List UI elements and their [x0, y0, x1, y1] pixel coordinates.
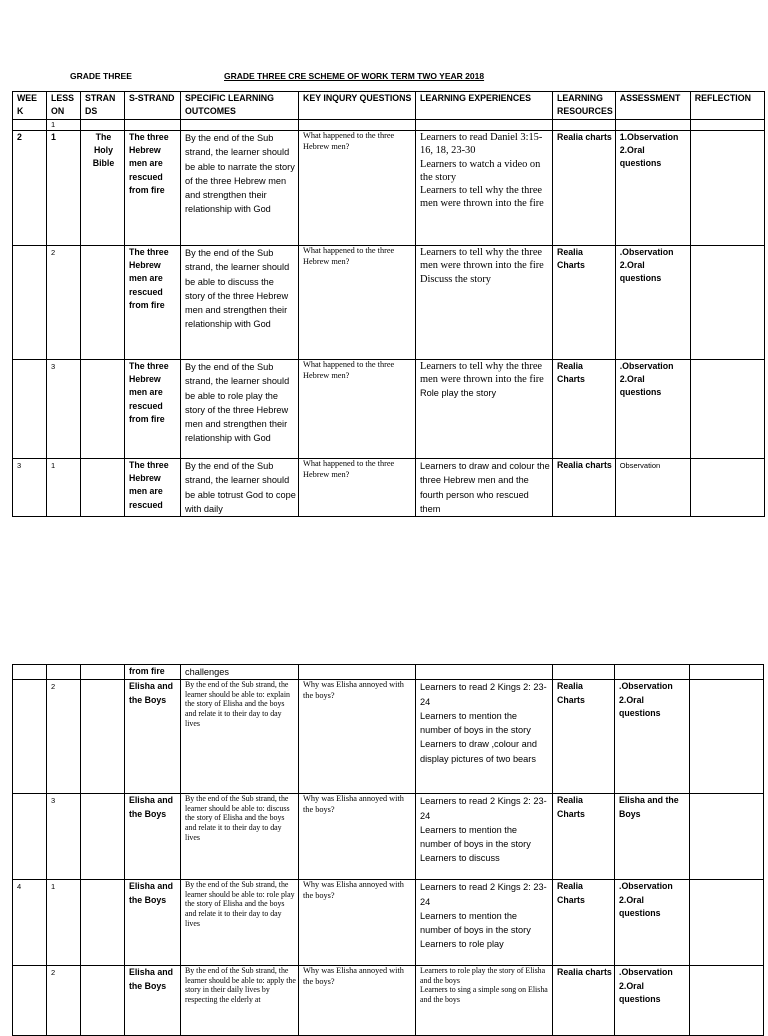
cell-outcome: By the end of the Sub strand, the learner should be able to discuss the story of the three Hebrew men and strengthen their relationship with God — [181, 246, 299, 360]
cell-sub-strand: Elisha and the Boys — [125, 880, 181, 966]
cell-resources: Realia Charts — [553, 880, 615, 966]
experience-text: Learners to tell why the three men were thrown into the fire Discuss the story — [420, 247, 544, 285]
subheader-empty-cell — [690, 120, 764, 131]
subheader-empty-cell — [181, 120, 299, 131]
header-assessment: ASSESSMENT — [615, 92, 690, 120]
cell-sub-strand: The three Hebrew men are rescued from fire — [125, 246, 181, 360]
cell-lesson: 1 — [47, 880, 81, 966]
cell-resources: Realia charts — [553, 131, 616, 246]
table-row — [13, 459, 765, 517]
cell-assessment — [615, 665, 690, 680]
table-row — [13, 131, 765, 246]
cell-lesson: 2 — [47, 246, 81, 360]
cell-lesson: 3 — [47, 360, 81, 459]
header-lesson: LESS ON — [47, 92, 81, 120]
experience-extra-text: Role play the story — [420, 387, 497, 398]
experience-text: Learners to tell why the three men were thrown into the fire — [420, 361, 544, 386]
cell-strand — [81, 131, 125, 246]
cell-sub-strand: The three Hebrew men are rescued from fire — [125, 360, 181, 459]
cell-week: 2 — [13, 131, 47, 246]
assessment-text: .Observation 2.Oral questions — [619, 247, 674, 284]
table-row — [13, 360, 765, 459]
cell-week — [13, 665, 47, 680]
cell-experience — [416, 131, 553, 246]
cell-reflection — [690, 665, 764, 680]
cell-assessment — [615, 131, 690, 246]
cell-strand — [81, 665, 125, 680]
header-learning-experiences: LEARNING EXPERIENCES — [416, 92, 553, 120]
cell-reflection — [690, 360, 764, 459]
table-row — [13, 880, 764, 966]
cell-resources: Realia Charts — [553, 794, 615, 880]
scheme-table-page2 — [12, 664, 764, 1036]
cell-resources: Realia Charts — [553, 680, 615, 794]
cell-question: Why was Elisha annoyed with the boys? — [299, 966, 416, 1036]
experience-text: Learners to role play the story of Elisha and the boys Learners to sing a simple song on Elisha and the boys — [420, 966, 548, 1005]
cell-reflection — [690, 246, 764, 360]
scheme-table-page1 — [12, 91, 765, 517]
cell-question: What happened to the three Hebrew men? — [299, 246, 416, 360]
cell-week: 4 — [13, 880, 47, 966]
cell-sub-strand: Elisha and the Boys — [125, 966, 181, 1036]
header-week: WEE K — [13, 92, 47, 120]
cell-week — [13, 360, 47, 459]
cell-strand — [81, 680, 125, 794]
table-row — [13, 246, 765, 360]
cell-outcome: By the end of the Sub strand, the learner should be able to: role play the story of Elisha and the boys and relate it to their day to day lives — [181, 880, 299, 966]
assessment-text: .Observation 2.Oral questions — [619, 361, 674, 398]
cell-lesson: 2 — [47, 680, 81, 794]
cell-assessment — [615, 880, 690, 966]
cell-resources — [553, 665, 615, 680]
subheader-empty-cell — [13, 120, 47, 131]
cell-question: What happened to the three Hebrew men? — [299, 131, 416, 246]
cell-resources: Realia Charts — [553, 360, 616, 459]
header-reflection: REFLECTION — [690, 92, 764, 120]
table-subheader-row — [13, 120, 765, 131]
cell-strand — [81, 880, 125, 966]
cell-strand — [81, 459, 125, 517]
cell-sub-strand: The three Hebrew men are rescued — [125, 459, 181, 517]
cell-experience — [416, 665, 553, 680]
cell-experience — [416, 966, 553, 1036]
table-header-row — [13, 92, 765, 120]
cell-question: Why was Elisha annoyed with the boys? — [299, 880, 416, 966]
cell-reflection — [690, 131, 764, 246]
cell-strand — [81, 966, 125, 1036]
cell-outcome: By the end of the Sub strand, the learner should be able to role play the story of the three Hebrew men and strengthen their relationship with God — [181, 360, 299, 459]
cell-experience — [416, 360, 553, 459]
subheader-lesson-number: 1 — [47, 120, 81, 131]
subheader-empty-cell — [615, 120, 690, 131]
cell-reflection — [690, 680, 764, 794]
cell-assessment — [615, 246, 690, 360]
cell-outcome: By the end of the Sub strand, the learner should be able to: apply the story in their daily lives by respecting the elderly at — [181, 966, 299, 1036]
cell-outcome: By the end of the Sub strand, the learner should be able to narrate the story of the three Hebrew men and strengthen their relationship with God — [181, 131, 299, 246]
header-learning-outcomes: SPECIFIC LEARNING OUTCOMES — [181, 92, 299, 120]
cell-strand — [81, 794, 125, 880]
table-row — [13, 680, 764, 794]
cell-lesson: 3 — [47, 794, 81, 880]
strand-text: The Holy Bible — [92, 132, 115, 169]
cell-question — [299, 665, 416, 680]
cell-experience: Learners to draw and colour the three Hebrew men and the fourth person who rescued them — [416, 459, 553, 517]
cell-week — [13, 966, 47, 1036]
experience-text: Learners to read 2 Kings 2: 23-24 Learners to mention the number of boys in the story Learners to role play — [420, 882, 547, 950]
subheader-empty-cell — [81, 120, 125, 131]
cell-outcome: challenges — [181, 665, 299, 680]
cell-lesson — [47, 665, 81, 680]
subheader-empty-cell — [416, 120, 553, 131]
cell-week — [13, 246, 47, 360]
cell-outcome: By the end of the Sub strand, the learner should be able to: discuss the story of Elisha and the boys and relate it to their day to day lives — [181, 794, 299, 880]
cell-strand — [81, 246, 125, 360]
cell-outcome: By the end of the Sub strand, the learner should be able totrust God to cope with daily — [181, 459, 299, 517]
assessment-text: .Observation 2.Oral questions — [619, 681, 673, 718]
cell-experience — [416, 246, 553, 360]
experience-text: Learners to read 2 Kings 2: 23-24 Learners to mention the number of boys in the story Learners to draw ,colour and display pictures of two bears — [420, 682, 547, 764]
cell-resources: Realia Charts — [553, 246, 616, 360]
cell-experience — [416, 680, 553, 794]
subheader-empty-cell — [125, 120, 181, 131]
cell-assessment — [615, 680, 690, 794]
cell-resources: Realia charts — [553, 459, 616, 517]
header-strands: STRAN DS — [81, 92, 125, 120]
cell-sub-strand: The three Hebrew men are rescued from fire — [125, 131, 181, 246]
experience-text: Learners to read 2 Kings 2: 23-24 Learners to mention the number of boys in the story Learners to discuss — [420, 796, 547, 864]
cell-week: 3 — [13, 459, 47, 517]
header-sub-strand: S-STRAND — [125, 92, 181, 120]
cell-lesson: 1 — [47, 131, 81, 246]
cell-outcome: By the end of the Sub strand, the learner should be able to: explain the story of Elisha and the boys and relate it to their day to day lives — [181, 680, 299, 794]
cell-assessment: Observation — [615, 459, 690, 517]
grade-label: GRADE THREE — [70, 71, 132, 81]
cell-question: Why was Elisha annoyed with the boys? — [299, 794, 416, 880]
header-learning-resources: LEARNING RESOURCES — [553, 92, 616, 120]
document-title: GRADE THREE CRE SCHEME OF WORK TERM TWO YEAR 2018 — [224, 71, 485, 81]
cell-lesson: 2 — [47, 966, 81, 1036]
subheader-empty-cell — [553, 120, 616, 131]
cell-reflection — [690, 966, 764, 1036]
table-row — [13, 794, 764, 880]
table-row — [13, 966, 764, 1036]
cell-resources: Realia charts — [553, 966, 615, 1036]
cell-strand — [81, 360, 125, 459]
cell-question: What happened to the three Hebrew men? — [299, 459, 416, 517]
cell-reflection — [690, 880, 764, 966]
cell-week — [13, 794, 47, 880]
cell-assessment — [615, 360, 690, 459]
cell-sub-strand: from fire — [125, 665, 181, 680]
cell-experience — [416, 880, 553, 966]
subheader-empty-cell — [299, 120, 416, 131]
assessment-text: 1.Observation 2.Oral questions — [619, 132, 679, 169]
cell-sub-strand: Elisha and the Boys — [125, 794, 181, 880]
experience-text: Learners to read Daniel 3:15-16, 18, 23-30 Learners to watch a video on the story Learners to tell why the three men were thrown into the fire — [420, 132, 544, 210]
cell-assessment: Elisha and the Boys — [615, 794, 690, 880]
header-key-inquiry-questions: KEY INQURY QUESTIONS — [299, 92, 416, 120]
cell-reflection — [690, 794, 764, 880]
cell-reflection — [690, 459, 764, 517]
cell-question: What happened to the three Hebrew men? — [299, 360, 416, 459]
table-row — [13, 665, 764, 680]
cell-week — [13, 680, 47, 794]
cell-lesson: 1 — [47, 459, 81, 517]
cell-question: Why was Elisha annoyed with the boys? — [299, 680, 416, 794]
cell-sub-strand: Elisha and the Boys — [125, 680, 181, 794]
cell-assessment — [615, 966, 690, 1036]
assessment-text: .Observation 2.Oral questions — [619, 967, 673, 1004]
assessment-text: .Observation 2.Oral questions — [619, 881, 673, 918]
cell-experience — [416, 794, 553, 880]
